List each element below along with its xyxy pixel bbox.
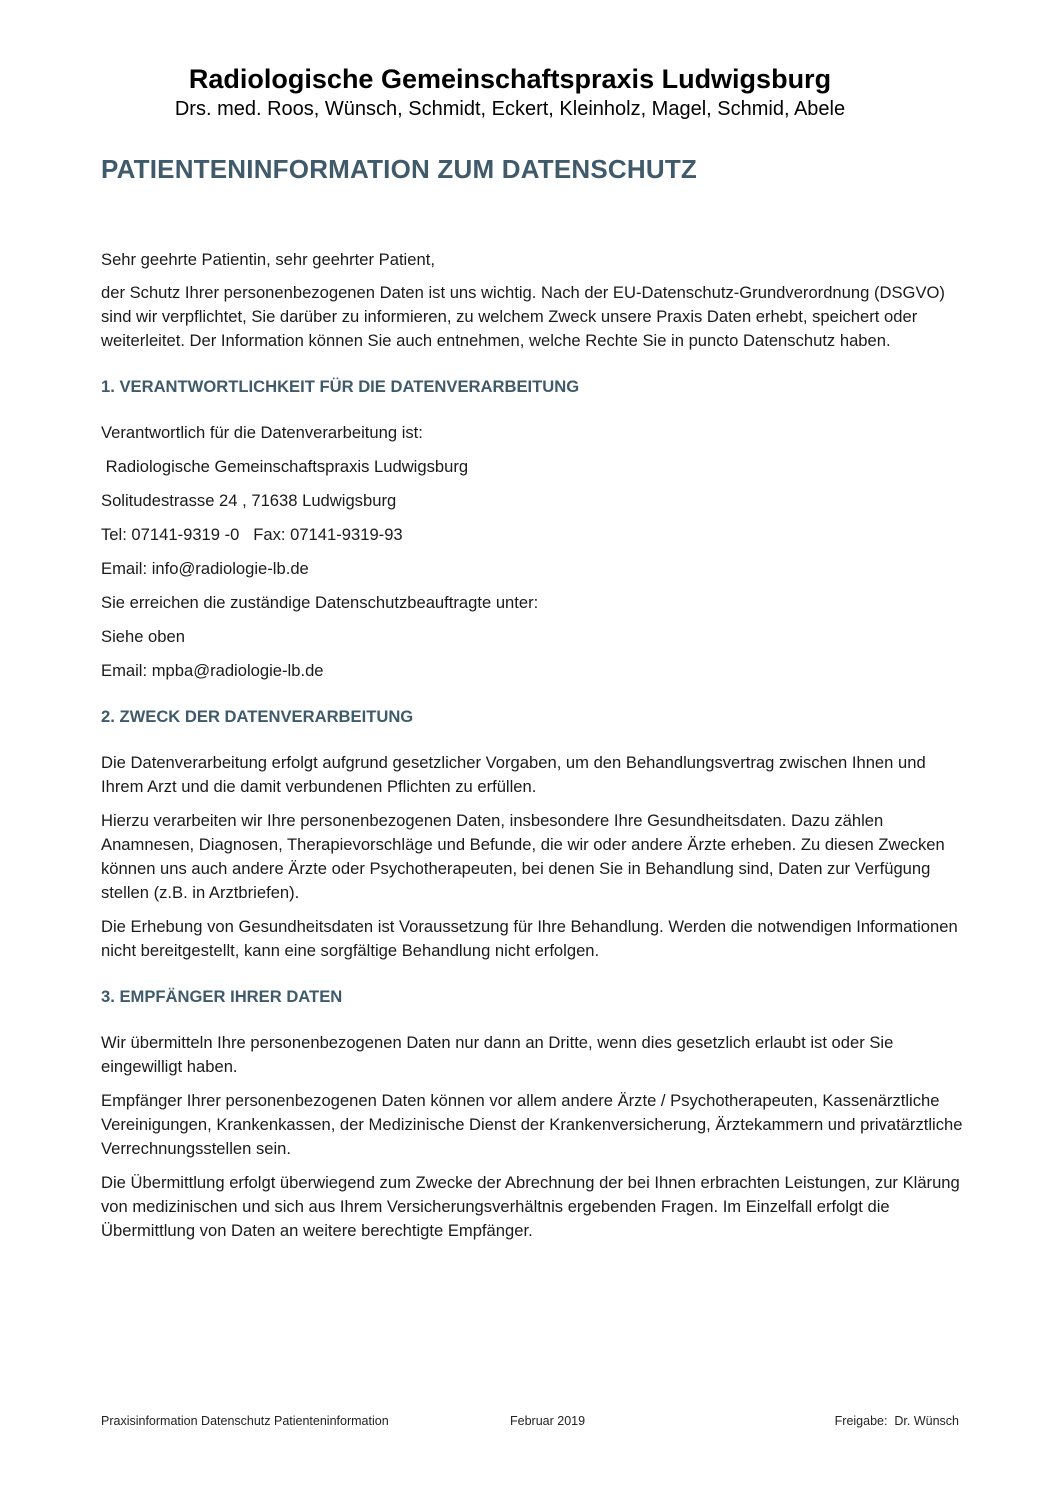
responsible-address: Solitudestrasse 24 , 71638 Ludwigsburg — [101, 491, 397, 510]
section-2-paragraph: Die Erhebung von Gesundheitsdaten ist Voraussetzung für Ihre Behandlung. Werden die notwendigen Informationen nicht bereitgestellt, kann eine sorgfältige Behandlung nicht erfolgen. — [101, 917, 958, 960]
footer-date: Februar 2019 — [510, 1414, 586, 1428]
practice-name: Radiologische Gemeinschaftspraxis Ludwigsburg — [188, 64, 832, 94]
responsible-practice: Radiologische Gemeinschaftspraxis Ludwigsburg — [101, 457, 469, 476]
section-3-paragraph: Empfänger Ihrer personenbezogenen Daten können vor allem andere Ärzte / Psychotherapeuten, Kassenärztliche Vereinigungen, Krankenkassen, der Medizinische Dienst der Krankenversicherung, Ärztekammern und privatärztliche Verrechnungsstellen sein. — [101, 1091, 963, 1158]
doctors-list: Drs. med. Roos, Wünsch, Schmidt, Eckert, Kleinholz, Magel, Schmid, Abele — [174, 98, 846, 120]
section-3-paragraph: Wir übermitteln Ihre personenbezogenen Daten nur dann an Dritte, wenn dies gesetzlich erlaubt ist oder Sie eingewilligt haben. — [101, 1033, 894, 1076]
responsible-email: Email: info@radiologie-lb.de — [101, 559, 309, 578]
section-2-paragraph: Die Datenverarbeitung erfolgt aufgrund gesetzlicher Vorgaben, um den Behandlungsvertrag zwischen Ihnen und Ihrem Arzt und die damit verbundenen Pflichten zu erfüllen. — [101, 753, 926, 796]
greeting: Sehr geehrte Patientin, sehr geehrter Patient, — [101, 250, 435, 269]
section-2-paragraph: Hierzu verarbeiten wir Ihre personenbezogenen Daten, insbesondere Ihre Gesundheitsdaten. Dazu zählen Anamnesen, Diagnosen, Therapievorschläge und Befunde, die wir oder andere Ärzte erheben. Zu diesen Zwecken können uns auch andere Ärzte oder Psychotherapeuten, bei denen Sie in Behandlung sind, Daten zur Verfügung stellen (z.B. in Arztbriefen). — [101, 811, 945, 902]
responsible-label: Verantwortlich für die Datenverarbeitung ist: — [101, 423, 423, 442]
section-1-heading: 1. VERANTWORTLICHKEIT FÜR DIE DATENVERARBEITUNG — [101, 377, 580, 396]
responsible-phone-fax: Tel: 07141-9319 -0 Fax: 07141-9319-93 — [101, 525, 403, 544]
letterhead — [0, 62, 1020, 122]
section-3-paragraph: Die Übermittlung erfolgt überwiegend zum Zwecke der Abrechnung der bei Ihnen erbrachten Leistungen, zur Klärung von medizinischen und sich aus Ihrem Versicherungsverhältnis ergebenden Fragen. Im Einzelfall erfolgt die Übermittlung von Daten an weitere berechtigte Empfänger. — [101, 1173, 960, 1240]
dpo-email: Email: mpba@radiologie-lb.de — [101, 661, 324, 680]
document-body — [101, 248, 963, 1253]
intro-paragraph: der Schutz Ihrer personenbezogenen Daten ist uns wichtig. Nach der EU-Datenschutz-Grundverordnung (DSGVO) sind wir verpflichtet, Sie darüber zu informieren, zu welchem Zweck unsere Praxis Daten erhebt, speichert oder weiterleitet. Der Information können Sie auch entnehmen, welche Rechte Sie in puncto Datenschutz haben. — [101, 283, 945, 350]
document-title: PATIENTENINFORMATION ZUM DATENSCHUTZ — [101, 154, 697, 184]
dpo-reference: Siehe oben — [101, 627, 185, 646]
page-footer — [101, 1414, 959, 1432]
footer-document-name: Praxisinformation Datenschutz Patienteninformation — [101, 1414, 389, 1428]
dpo-label: Sie erreichen die zuständige Datenschutzbeauftragte unter: — [101, 593, 539, 612]
section-3-heading: 3. EMPFÄNGER IHRER DATEN — [101, 987, 343, 1006]
footer-approval: Freigabe: Dr. Wünsch — [834, 1414, 959, 1428]
section-2-heading: 2. ZWECK DER DATENVERARBEITUNG — [101, 707, 414, 726]
